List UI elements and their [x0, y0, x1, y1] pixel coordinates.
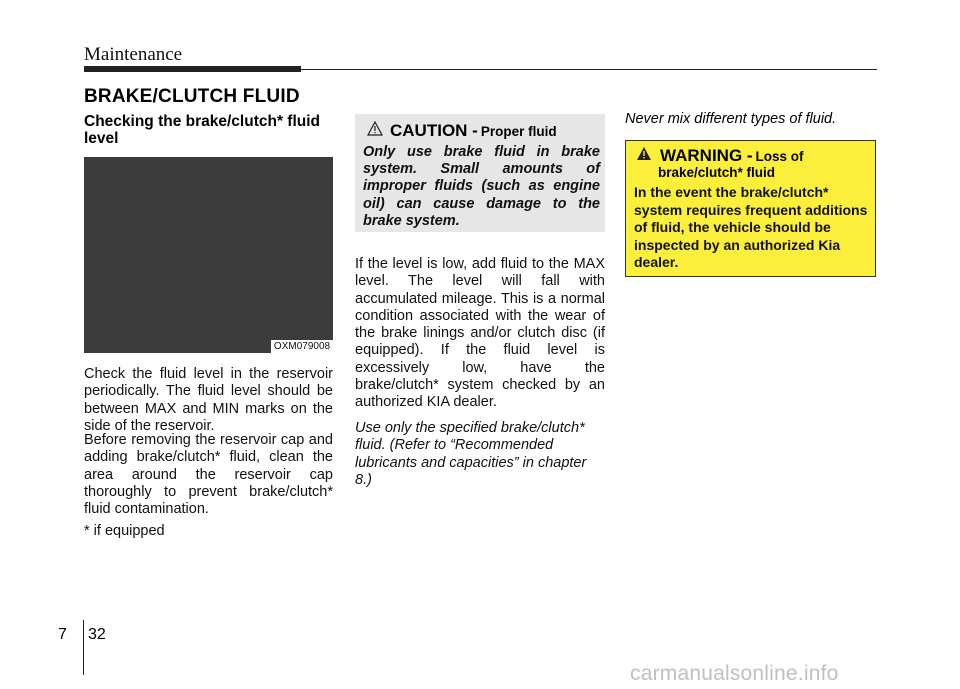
section-title: BRAKE/CLUTCH FLUID: [84, 86, 300, 107]
warning-subtitle-2: brake/clutch* fluid: [658, 165, 776, 180]
header-rule-thick: [84, 66, 301, 72]
subheading: Checking the brake/clutch* fluid level: [84, 113, 320, 147]
paragraph-specified-fluid: Use only the specified brake/clutch* fluid. (Refer to “Recommended lubricants and capacities” in chapter 8.): [355, 420, 587, 488]
warning-heading: [636, 146, 804, 166]
footnote: * if equipped: [84, 523, 165, 539]
paragraph-level-low: If the level is low, add fluid to the MAX level. The level will fall with accumulated mileage. This is a normal condition associated with the wear of the brake linings and/or clutch disc (if equipped). If the fluid level is excessively low, have the brake/clutch* system checked by an authorized KIA dealer.: [355, 256, 605, 411]
paragraph-check-level: Check the fluid level in the reservoir periodically. The fluid level should be between MAX and MIN marks on the side of the reservoir.: [84, 366, 333, 434]
caution-label: CAUTION -: [390, 121, 478, 140]
warning-subtitle: Loss of: [755, 149, 804, 164]
note-never-mix: Never mix different types of fluid.: [625, 111, 837, 127]
paragraph-before-removing: Before removing the reservoir cap and adding brake/clutch* fluid, clean the area around the reservoir cap thoroughly to prevent brake/clutch* fluid contamination.: [84, 432, 333, 518]
warning-body: In the event the brake/clutch* system requires frequent additions of fluid, the vehicle should be inspected by an authorized Kia dealer.: [634, 184, 868, 270]
chapter-number: 7: [58, 626, 67, 643]
page-number: 32: [88, 626, 106, 643]
image-label: OXM079008: [271, 340, 333, 353]
page-number-divider: [83, 620, 84, 675]
caution-body: Only use brake fluid in brake system. Small amounts of improper fluids (such as engine oil) can cause damage to the brake system.: [363, 144, 600, 229]
watermark: carmanualsonline.info: [630, 662, 839, 685]
reservoir-photo: [84, 157, 333, 353]
caution-triangle-icon: [367, 121, 383, 136]
caution-heading: [367, 121, 557, 141]
header-rule-thin: [301, 69, 877, 70]
warning-triangle-icon: [636, 146, 652, 161]
caution-subtitle: Proper fluid: [480, 124, 557, 139]
running-header: Maintenance: [84, 44, 183, 65]
warning-label: WARNING -: [660, 146, 753, 165]
